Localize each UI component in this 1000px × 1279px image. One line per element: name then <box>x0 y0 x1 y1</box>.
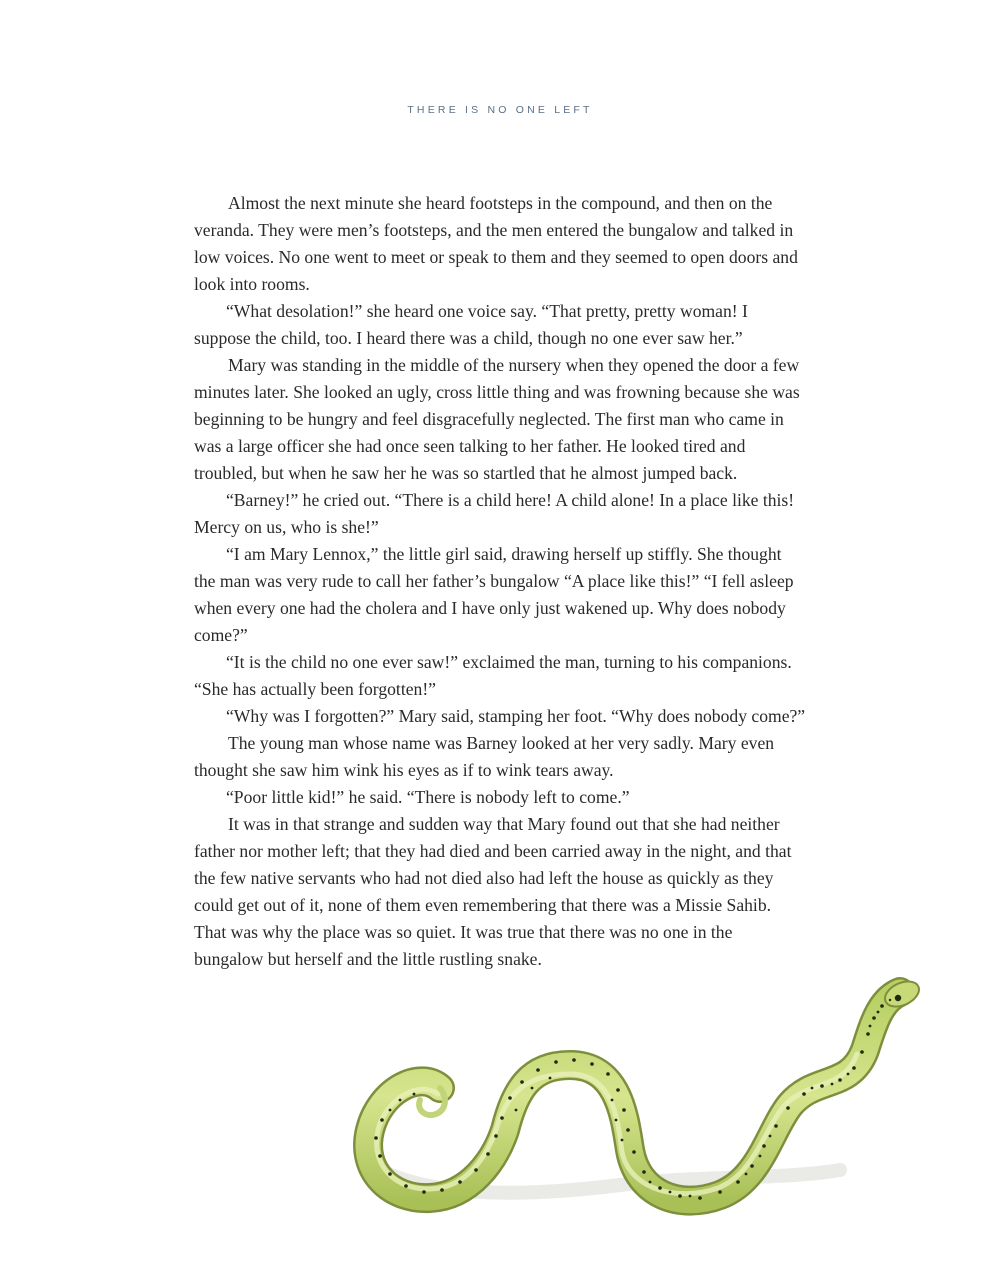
paragraph: “Barney!” he cried out. “There is a child here! A child alone! In a place like this! Mercy on us, who is she!” <box>194 490 795 537</box>
paragraph: Almost the next minute she heard footsteps in the compound, and then on the veranda. They were men’s footsteps, and the men entered the bungalow and talked in low voices. No one went to meet or speak to them and they seemed to open doors and look into rooms. <box>194 193 798 294</box>
snake-eye <box>895 995 901 1001</box>
paragraph: It was in that strange and sudden way that Mary found out that she had neither father nor mother left; that they had died and been carried away in the night, and that the few native servants who had not died also had left the house as quickly as they could get out of it, none of them even remembering that there was a Missie Sahib. That was why the place was so quiet. It was true that there was no one in the bungalow but herself and the little rustling snake. <box>194 814 792 969</box>
paragraph: The young man whose name was Barney looked at her very sadly. Mary even thought she saw him wink his eyes as if to wink tears away. <box>194 733 775 780</box>
snake-icon <box>320 970 950 1240</box>
paragraph: “I am Mary Lennox,” the little girl said, drawing herself up stiffly. She thought the man was very rude to call her father’s bungalow “A place like this!” “I fell asleep when every one had the cholera and I have only just wakened up. Why does nobody come?” <box>194 544 794 645</box>
running-head: THERE IS NO ONE LEFT <box>407 104 593 116</box>
paragraph: “What desolation!” she heard one voice say. “That pretty, pretty woman! I suppose the child, too. I heard there was a child, though no one ever saw her.” <box>194 301 748 348</box>
body-text <box>194 190 806 973</box>
paragraph: “Why was I forgotten?” Mary said, stamping her foot. “Why does nobody come?” <box>226 706 806 726</box>
paragraph: “It is the child no one ever saw!” exclaimed the man, turning to his companions. “She has actually been forgotten!” <box>194 652 792 699</box>
paragraph: “Poor little kid!” he said. “There is nobody left to come.” <box>226 787 630 807</box>
paragraph: Mary was standing in the middle of the nursery when they opened the door a few minutes later. She looked an ugly, cross little thing and was frowning because she was beginning to be hungry and feel disgracefully neglected. The first man who came in was a large officer she had once seen talking to her father. He looked tired and troubled, but when he saw her he was so startled that he almost jumped back. <box>194 355 800 483</box>
